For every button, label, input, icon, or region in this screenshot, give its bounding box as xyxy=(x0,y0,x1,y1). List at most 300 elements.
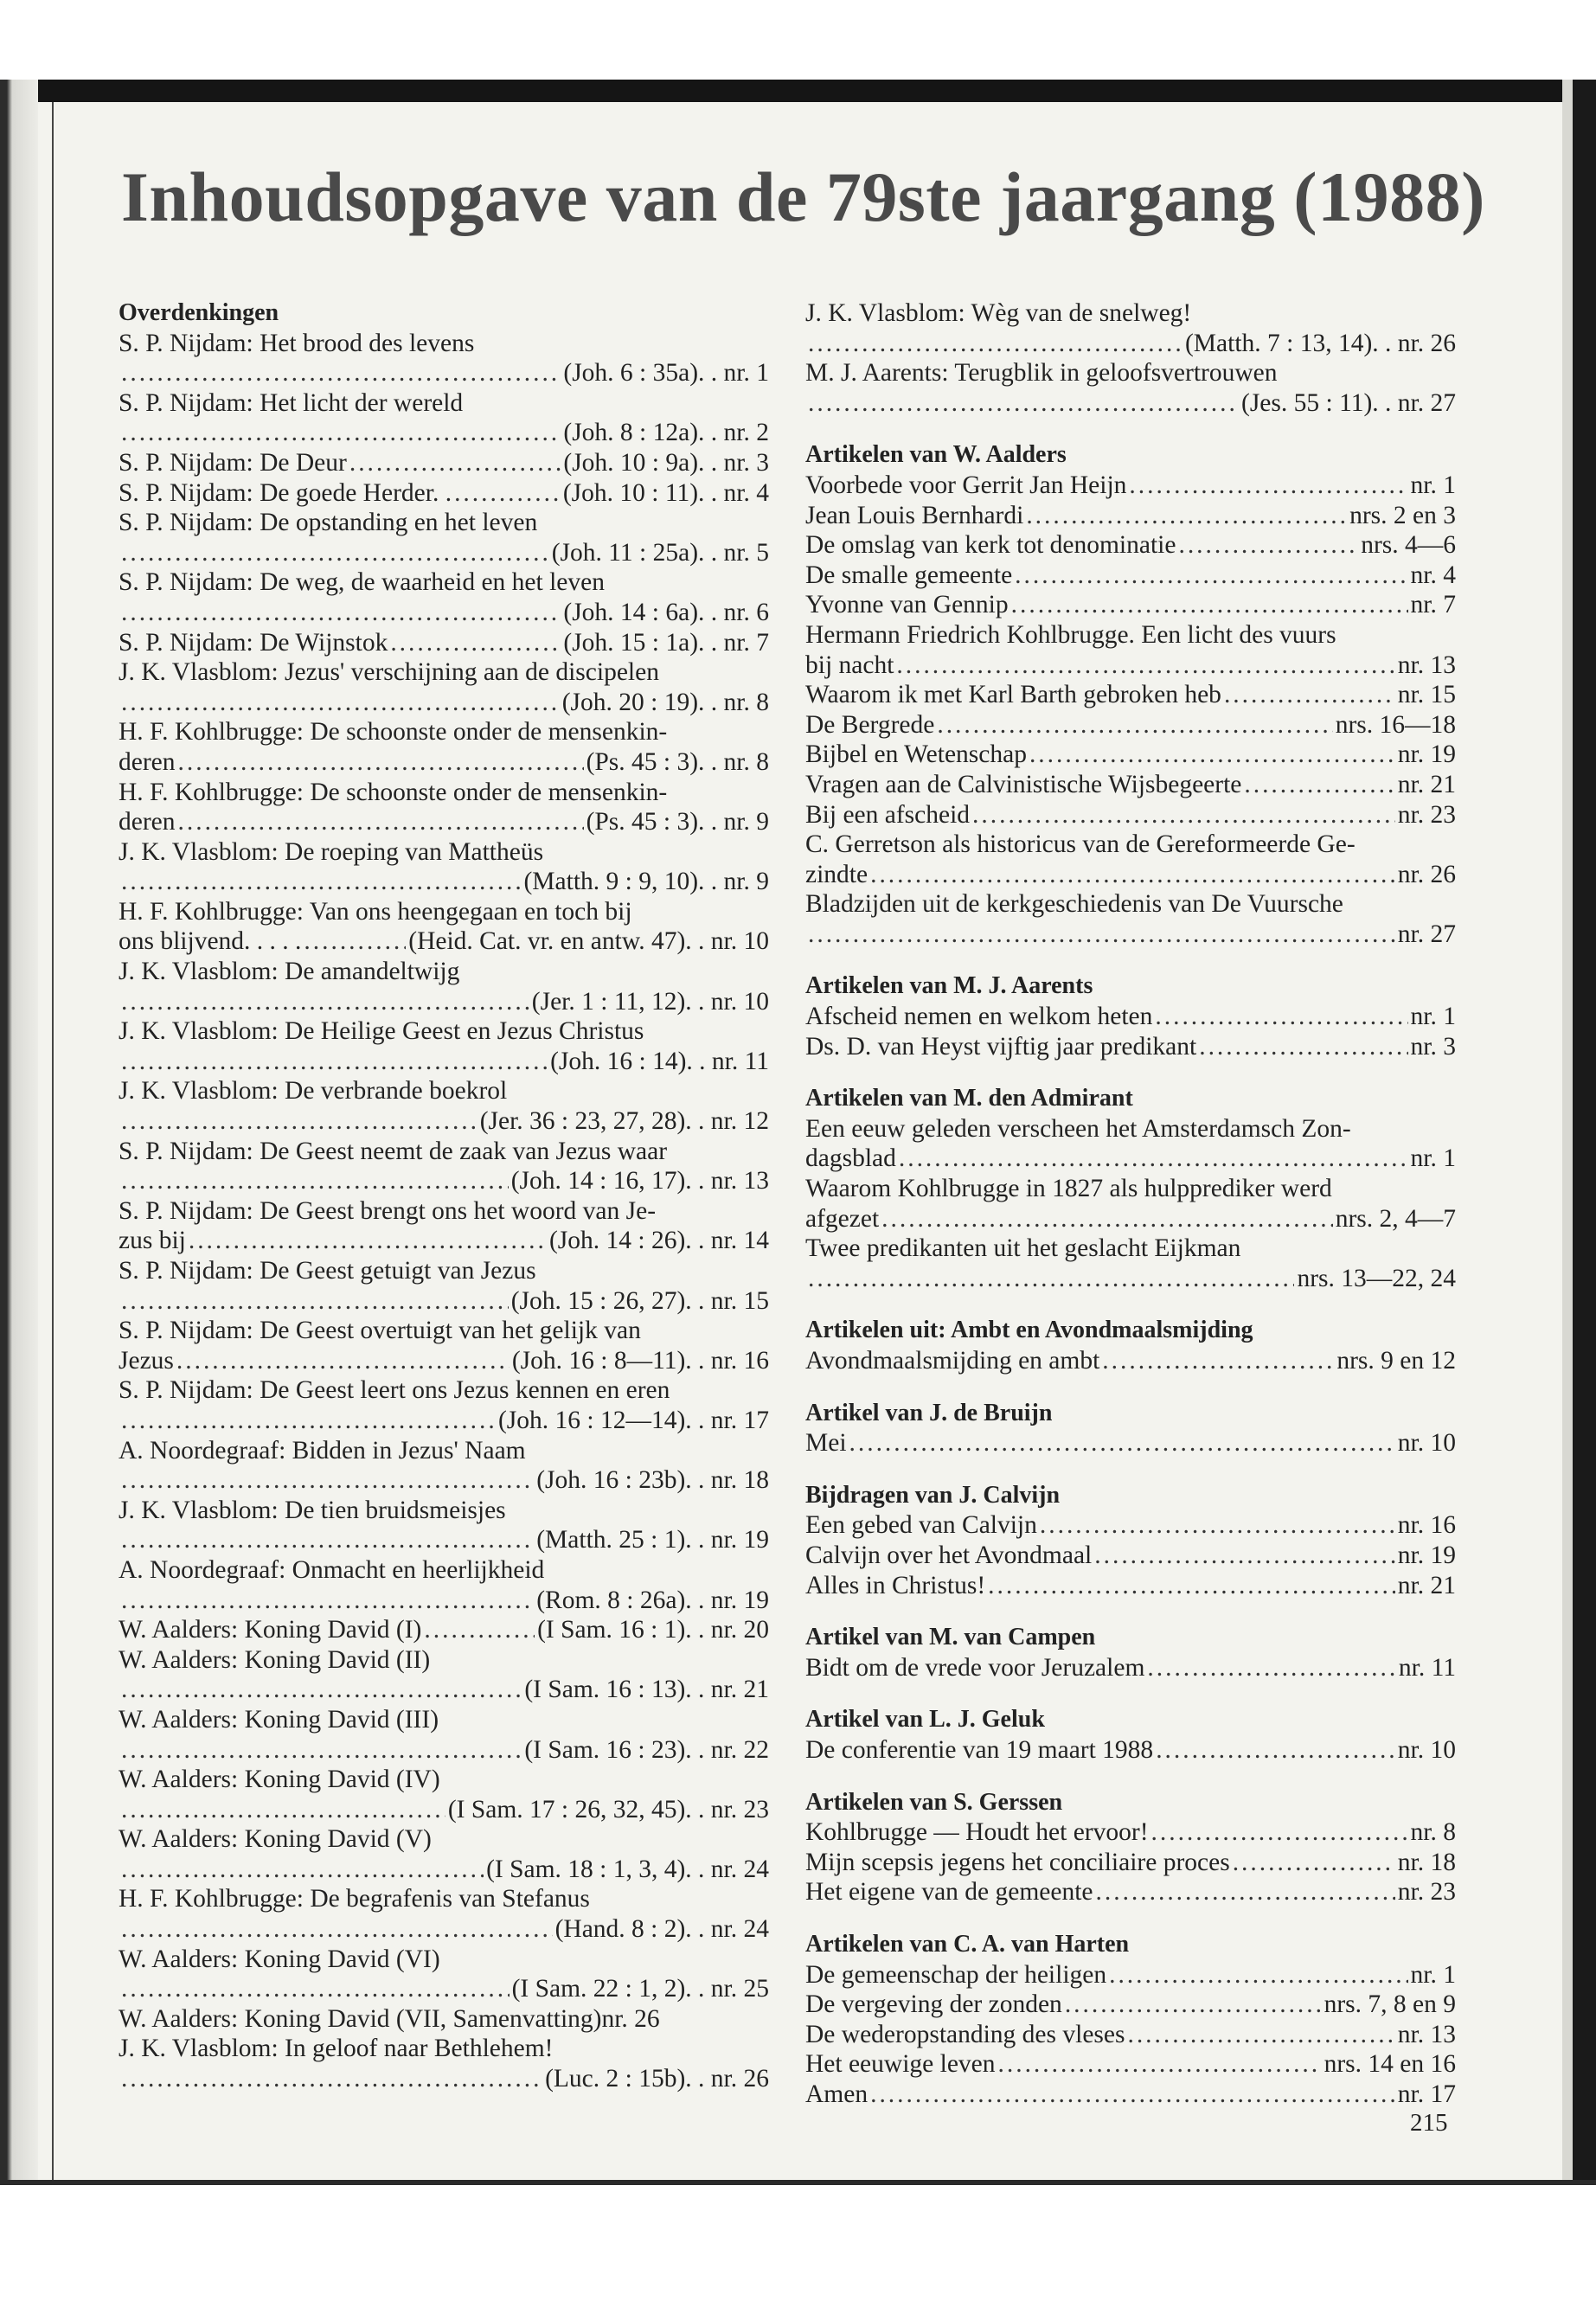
toc-entry xyxy=(119,358,769,388)
toc-entry-reference: nr. 23 xyxy=(1397,800,1456,829)
toc-entry xyxy=(119,688,769,718)
toc-entry-reference: nr. 10 xyxy=(1397,1429,1456,1458)
dot-leader xyxy=(1199,1032,1407,1062)
toc-entry-title: De vergeving der zonden xyxy=(805,1990,1062,2019)
toc-entry-reference: nr. 21 xyxy=(1397,1571,1456,1599)
section-spacer xyxy=(805,1907,1456,1930)
toc-entry xyxy=(119,1106,769,1137)
toc-entry-reference: nr. 1 xyxy=(1410,1144,1456,1173)
toc-entry xyxy=(119,1586,769,1616)
dot-leader xyxy=(121,1586,534,1616)
dot-leader xyxy=(121,1525,534,1555)
toc-entry-reference: (Matth. 7 : 13, 14). . nr. 26 xyxy=(1184,329,1456,357)
toc-entry-text: H. F. Kohlbrugge: De schoonste onder de mensenkin- xyxy=(119,778,668,806)
toc-entry-text: S. P. Nijdam: De Geest brengt ons het woord van Je- xyxy=(119,1196,657,1225)
toc-entry-reference: (Jes. 55 : 11). . nr. 27 xyxy=(1241,388,1456,417)
dot-leader xyxy=(121,1914,553,1945)
section-heading: Artikelen van M. den Admirant xyxy=(805,1085,1133,1112)
dot-leader xyxy=(1065,1990,1322,2020)
toc-entry-reference: nr. 4 xyxy=(1410,561,1456,589)
dot-leader xyxy=(1015,561,1407,591)
toc-entry-reference: (Joh. 14 : 6a). . nr. 6 xyxy=(563,598,769,626)
dot-leader xyxy=(121,418,561,448)
toc-entry-reference: nr. 10 xyxy=(1397,1735,1456,1764)
toc-entry-text: J. K. Vlasblom: De amandeltwijg xyxy=(119,958,460,986)
toc-entry-title: Amen xyxy=(805,2080,869,2108)
dot-leader xyxy=(1244,770,1394,800)
toc-entry-reference: nr. 18 xyxy=(1397,1848,1456,1876)
section-heading: Artikelen van S. Gerssen xyxy=(805,1788,1063,1816)
toc-entry-text: Waarom Kohlbrugge in 1827 als hulpprediker werd xyxy=(805,1175,1332,1203)
toc-entry-text: A. Noordegraaf: Onmacht en heerlijkheid xyxy=(119,1555,545,1584)
right-column xyxy=(805,298,1456,2109)
dot-leader xyxy=(937,710,1332,740)
dot-leader xyxy=(1224,680,1395,710)
dot-leader xyxy=(121,1795,445,1825)
toc-entry-text: M. J. Aarents: Terugblik in geloofsvertrouwen xyxy=(805,359,1278,388)
dot-leader xyxy=(1129,471,1407,501)
toc-entry-reference: nrs. 9 en 12 xyxy=(1336,1347,1456,1375)
toc-entry xyxy=(119,1226,769,1256)
toc-entry xyxy=(805,1144,1456,1174)
toc-entry xyxy=(119,1855,769,1885)
toc-entry xyxy=(805,1960,1456,1990)
toc-entry-text: Een eeuw geleden verscheen het Amsterdamsch Zon- xyxy=(805,1114,1351,1143)
toc-entry-reference: nrs. 14 en 16 xyxy=(1324,2050,1456,2079)
toc-entry-title: S. P. Nijdam: De goede Herder. . xyxy=(119,478,452,507)
toc-entry-title: De conferentie van 19 maart 1988 xyxy=(805,1735,1154,1764)
toc-entry-title: S. P. Nijdam: De Wijnstok xyxy=(119,628,388,657)
toc-entry-text: Hermann Friedrich Kohlbrugge. Een licht des vuurs xyxy=(805,620,1336,649)
toc-entry xyxy=(805,860,1456,890)
dot-leader xyxy=(121,1675,522,1705)
toc-entry xyxy=(805,1571,1456,1601)
toc-entry-reference: (Luc. 2 : 15b). . nr. 26 xyxy=(545,2065,769,2093)
toc-entry-text: J. K. Vlasblom: De verbrande boekrol xyxy=(119,1077,508,1106)
toc-entry-reference: nrs. 7, 8 en 9 xyxy=(1324,1990,1456,2019)
toc-entry-title: Vragen aan de Calvinistische Wijsbegeerte xyxy=(805,770,1242,798)
scan-bottom-margin xyxy=(0,2185,1596,2301)
toc-entry-title: Bijbel en Wetenschap xyxy=(805,740,1027,769)
dot-leader xyxy=(998,2049,1322,2080)
dot-leader xyxy=(1102,1346,1334,1376)
toc-entry-reference: (Joh. 14 : 16, 17). . nr. 13 xyxy=(510,1167,769,1195)
toc-entry-reference: nr. 13 xyxy=(1397,651,1456,679)
toc-entry xyxy=(805,1990,1456,2020)
toc-entry-reference: nr. 13 xyxy=(1397,2020,1456,2048)
toc-entry xyxy=(119,1346,769,1376)
dot-leader xyxy=(808,920,1395,950)
toc-entry-reference: (Joh. 11 : 25a). . nr. 5 xyxy=(551,538,769,567)
section-heading: Artikel van M. van Campen xyxy=(805,1624,1096,1651)
page-right-edge xyxy=(1562,80,1573,2187)
toc-entry-reference: (Matth. 9 : 9, 10). . nr. 9 xyxy=(523,868,769,896)
dot-leader xyxy=(121,688,560,718)
dot-leader xyxy=(178,807,584,837)
dot-leader xyxy=(121,1974,510,2004)
dot-leader xyxy=(1011,590,1408,620)
toc-entry xyxy=(119,867,769,897)
toc-entry-reference: (Hand. 8 : 2). . nr. 24 xyxy=(554,1915,769,1944)
toc-entry xyxy=(119,926,769,957)
toc-entry-title: De omslag van kerk tot denominatie xyxy=(805,531,1176,560)
toc-entry-reference: (Joh. 6 : 35a). . nr. 1 xyxy=(563,359,769,388)
dot-leader xyxy=(1151,1817,1408,1848)
dot-leader xyxy=(1233,1848,1395,1878)
dot-leader xyxy=(121,1286,509,1317)
toc-entry xyxy=(119,747,769,778)
dot-leader xyxy=(304,926,406,957)
dot-leader xyxy=(849,1428,1395,1458)
toc-entry-reference: nr. 21 xyxy=(1397,770,1456,798)
toc-entry-reference: nr. 19 xyxy=(1397,1541,1456,1569)
toc-entry-reference: nr. 1 xyxy=(1410,1960,1456,1989)
toc-entry-title: Alles in Christus! xyxy=(805,1571,986,1599)
toc-entry xyxy=(805,1653,1456,1683)
toc-entry-text: C. Gerretson als historicus van de Gereformeerde Ge- xyxy=(805,830,1356,859)
toc-entry-reference: nr. 27 xyxy=(1397,920,1456,948)
toc-entry-reference: nr. 23 xyxy=(1397,1878,1456,1907)
toc-entry-reference: (I Sam. 16 : 1). . nr. 20 xyxy=(537,1616,769,1644)
toc-entry-text: Twee predikanten uit het geslacht Eijkman xyxy=(805,1234,1241,1263)
section-spacer xyxy=(805,1458,1456,1481)
section-heading: Overdenkingen xyxy=(119,299,279,326)
toc-entry-reference: (Joh. 16 : 12—14). . nr. 17 xyxy=(497,1406,769,1434)
toc-entry xyxy=(805,590,1456,620)
toc-entry-reference: (I Sam. 16 : 13). . nr. 21 xyxy=(524,1676,769,1704)
toc-entry-reference: (Jer. 36 : 23, 27, 28). . nr. 12 xyxy=(479,1107,769,1136)
toc-entry-reference: nr. 11 xyxy=(1398,1653,1456,1682)
dot-leader xyxy=(121,358,561,388)
toc-entry-reference: (Joh. 8 : 12a). . nr. 2 xyxy=(563,419,769,447)
toc-entry xyxy=(805,740,1456,770)
toc-entry-title: De wederopstanding des vleses xyxy=(805,2020,1125,2048)
dot-leader xyxy=(881,1204,1333,1234)
toc-entry-title: Yvonne van Gennip xyxy=(805,591,1009,619)
toc-entry-title: Jean Louis Bernhardi xyxy=(805,501,1024,529)
toc-entry-title: Bidt om de vrede voor Jeruzalem xyxy=(805,1653,1145,1682)
dot-leader xyxy=(121,538,549,568)
dot-leader xyxy=(808,329,1183,359)
toc-entry xyxy=(805,1848,1456,1878)
toc-entry-text: H. F. Kohlbrugge: Van ons heengegaan en toch bij xyxy=(119,897,632,926)
dot-leader xyxy=(1178,530,1358,561)
toc-entry-reference: (Joh. 20 : 19). . nr. 8 xyxy=(561,688,769,716)
dot-leader xyxy=(1155,1002,1407,1032)
toc-entry xyxy=(805,388,1456,419)
toc-entry-text: S. P. Nijdam: De Geest leert ons Jezus kennen en eren xyxy=(119,1376,670,1405)
toc-entry-reference: (Ps. 45 : 3). . nr. 9 xyxy=(586,808,769,836)
toc-entry xyxy=(119,1974,769,2004)
toc-entry-text: J. K. Vlasblom: De tien bruidsmeisjes xyxy=(119,1496,506,1524)
toc-entry xyxy=(119,448,769,478)
toc-entry-title: Mei xyxy=(805,1429,847,1458)
toc-entry xyxy=(805,1346,1456,1376)
toc-entry-title: zindte xyxy=(805,860,869,888)
toc-entry xyxy=(119,1615,769,1645)
toc-entry xyxy=(119,1675,769,1705)
dot-leader xyxy=(189,1226,547,1256)
toc-entry-reference: nr. 16 xyxy=(1397,1511,1456,1540)
dot-leader xyxy=(870,860,1395,890)
toc-entry xyxy=(805,1877,1456,1907)
toc-entry-reference: (Joh. 16 : 8—11). . nr. 16 xyxy=(511,1346,769,1375)
toc-entry-text: H. F. Kohlbrugge: De begrafenis van Stefanus xyxy=(119,1885,590,1913)
dot-leader xyxy=(121,1047,548,1077)
section-spacer xyxy=(805,1766,1456,1788)
dot-leader xyxy=(178,747,584,778)
page-number: 215 xyxy=(1410,2109,1448,2137)
dot-leader xyxy=(899,1144,1408,1174)
toc-entry-reference: nr. 8 xyxy=(1410,1818,1456,1847)
dot-leader xyxy=(349,448,561,478)
gutter-line xyxy=(52,102,54,2183)
toc-entry-title: Bij een afscheid xyxy=(805,800,971,829)
toc-entry xyxy=(805,1002,1456,1032)
toc-entry-title: zus bij xyxy=(119,1227,186,1255)
page-gutter xyxy=(0,80,38,2187)
toc-entry-reference: (I Sam. 16 : 23). . nr. 22 xyxy=(524,1735,769,1764)
toc-entry-text: S. P. Nijdam: De weg, de waarheid en het leven xyxy=(119,568,605,597)
toc-entry-text: J. K. Vlasblom: Jezus' verschijning aan de discipelen xyxy=(119,658,659,687)
dot-leader xyxy=(1096,1877,1395,1907)
toc-entry-title: Kohlbrugge — Houdt het ervoor! xyxy=(805,1818,1149,1847)
toc-entry xyxy=(805,2080,1456,2110)
toc-entry-reference: (Joh. 15 : 1a). . nr. 7 xyxy=(563,628,769,657)
toc-entry xyxy=(805,329,1456,359)
toc-entry-reference: nr. 3 xyxy=(1410,1032,1456,1061)
toc-entry xyxy=(805,1817,1456,1848)
toc-entry xyxy=(119,2064,769,2094)
toc-entry-title: deren xyxy=(119,808,176,836)
toc-entry xyxy=(805,530,1456,561)
toc-entry xyxy=(805,800,1456,830)
toc-entry xyxy=(119,1047,769,1077)
scan-top-edge xyxy=(0,80,1596,102)
toc-entry-reference: nrs. 2 en 3 xyxy=(1349,501,1456,529)
toc-entry-title: dagsblad xyxy=(805,1144,896,1173)
toc-entry-title: ons blijvend. . . . . xyxy=(119,927,302,956)
toc-entry-title: Mijn scepsis jegens het conciliaire proces xyxy=(805,1848,1230,1876)
toc-entry-title: Jezus xyxy=(119,1346,174,1375)
toc-entry xyxy=(805,680,1456,710)
dot-leader xyxy=(1029,740,1395,770)
toc-entry-title: Het eigene van de gemeente xyxy=(805,1878,1093,1907)
toc-entry-title: Voorbede voor Gerrit Jan Heijn xyxy=(805,471,1127,499)
toc-entry xyxy=(805,1264,1456,1294)
toc-entry-text: H. F. Kohlbrugge: De schoonste onder de mensenkin- xyxy=(119,718,668,747)
toc-entry-reference: nr. 1 xyxy=(1410,471,1456,499)
toc-entry-text: J. K. Vlasblom: In geloof naar Bethlehem! xyxy=(119,2035,554,2063)
toc-entry xyxy=(119,1525,769,1555)
toc-entry-text: W. Aalders: Koning David (II) xyxy=(119,1645,431,1674)
section-spacer xyxy=(805,949,1456,971)
section-spacer xyxy=(805,1376,1456,1399)
toc-entry-reference: nr. 17 xyxy=(1397,2080,1456,2108)
section-heading: Artikelen van C. A. van Harten xyxy=(805,1930,1130,1958)
toc-entry-title: De gemeenschap der heiligen xyxy=(805,1960,1107,1989)
dot-leader xyxy=(121,1735,522,1766)
dot-leader xyxy=(121,2064,542,2094)
toc-entry-title: De smalle gemeente xyxy=(805,561,1013,589)
dot-leader xyxy=(121,1465,534,1496)
toc-entry-title: bij nacht xyxy=(805,651,894,679)
toc-entry xyxy=(119,538,769,568)
toc-entry xyxy=(119,598,769,628)
toc-entry-text: A. Noordegraaf: Bidden in Jezus' Naam xyxy=(119,1436,526,1465)
dot-leader xyxy=(424,1615,535,1645)
toc-entry-reference: (Heid. Cat. vr. en antw. 47). . nr. 10 xyxy=(408,927,769,956)
dot-leader xyxy=(808,388,1239,419)
toc-entry xyxy=(805,1541,1456,1571)
toc-entry-reference: nr. 1 xyxy=(1410,1003,1456,1031)
scan-top-margin xyxy=(0,0,1596,80)
dot-leader xyxy=(121,1166,509,1196)
scan-right-edge xyxy=(1573,80,1596,2187)
toc-entry-reference: (I Sam. 17 : 26, 32, 45). . nr. 23 xyxy=(447,1795,769,1823)
toc-entry-text: W. Aalders: Koning David (IV) xyxy=(119,1766,440,1794)
dot-leader xyxy=(896,651,1394,681)
toc-entry-text: S. P. Nijdam: Het brood des levens xyxy=(119,329,475,357)
toc-entry xyxy=(119,1166,769,1196)
section-heading: Artikelen uit: Ambt en Avondmaalsmijding xyxy=(805,1317,1253,1344)
toc-entry-title: Een gebed van Calvijn xyxy=(805,1511,1037,1540)
section-heading: Artikel van J. de Bruijn xyxy=(805,1399,1053,1426)
toc-entry-reference: (Joh. 10 : 9a). . nr. 3 xyxy=(563,448,769,477)
toc-entry-text: J. K. Vlasblom: De Heilige Geest en Jezus Christus xyxy=(119,1017,644,1046)
toc-entry xyxy=(805,1735,1456,1766)
toc-entry-reference: nr. 26 xyxy=(1397,860,1456,888)
toc-entry-title: Avondmaalsmijding en ambt xyxy=(805,1347,1100,1375)
dot-leader xyxy=(1147,1653,1396,1683)
toc-entry-reference: nr. 19 xyxy=(1397,740,1456,769)
toc-entry-text: W. Aalders: Koning David (V) xyxy=(119,1825,432,1854)
toc-entry-reference: nr. 15 xyxy=(1397,681,1456,709)
toc-entry xyxy=(805,2020,1456,2050)
toc-entry-reference: nrs. 4—6 xyxy=(1361,531,1456,560)
toc-entry-text: S. P. Nijdam: Het licht der wereld xyxy=(119,388,464,417)
section-spacer xyxy=(805,1682,1456,1705)
section-spacer xyxy=(805,1061,1456,1084)
toc-entry-text: J. K. Vlasblom: De roeping van Mattheüs xyxy=(119,837,544,866)
toc-entry-text: S. P. Nijdam: De Geest getuigt van Jezus xyxy=(119,1257,536,1285)
toc-entry-title: afgezet xyxy=(805,1204,880,1233)
toc-entry-text: Bladzijden uit de kerkgeschiedenis van De Vuursche xyxy=(805,890,1343,919)
toc-entry-title: Het eeuwige leven xyxy=(805,2050,996,2079)
toc-entry-text: S. P. Nijdam: De Geest overtuigt van het gelijk van xyxy=(119,1317,641,1345)
toc-entry xyxy=(119,1795,769,1825)
dot-leader xyxy=(121,1106,478,1137)
toc-entry-title: Calvijn over het Avondmaal xyxy=(805,1541,1093,1569)
dot-leader xyxy=(1094,1541,1395,1571)
toc-entry-reference: (Joh. 16 : 23b). . nr. 18 xyxy=(536,1466,769,1495)
toc-entry-text: W. Aalders: Koning David (VII, Samenvatting)nr. 26 xyxy=(119,2004,660,2033)
toc-entry-text: W. Aalders: Koning David (VI) xyxy=(119,1945,440,1973)
dot-leader xyxy=(176,1346,510,1376)
toc-entry-reference: (Joh. 14 : 26). . nr. 14 xyxy=(548,1227,769,1255)
toc-entry xyxy=(805,770,1456,800)
toc-entry xyxy=(805,2049,1456,2080)
toc-entry-title: deren xyxy=(119,747,176,776)
dot-leader xyxy=(121,1855,484,1885)
toc-entry-reference: (Ps. 45 : 3). . nr. 8 xyxy=(586,747,769,776)
toc-entry xyxy=(805,1428,1456,1458)
toc-entry xyxy=(119,1406,769,1436)
toc-entry-reference: (Jer. 1 : 11, 12). . nr. 10 xyxy=(531,987,769,1016)
toc-entry-text: W. Aalders: Koning David (III) xyxy=(119,1705,439,1734)
toc-entry-reference: (Joh. 16 : 14). . nr. 11 xyxy=(550,1047,769,1075)
dot-leader xyxy=(972,800,1395,830)
toc-entry xyxy=(805,471,1456,501)
dot-leader xyxy=(1026,501,1347,531)
dot-leader xyxy=(121,867,521,897)
toc-entry xyxy=(805,920,1456,950)
toc-entry-reference: (I Sam. 18 : 1, 3, 4). . nr. 24 xyxy=(486,1855,769,1883)
dot-leader xyxy=(988,1571,1395,1601)
section-spacer xyxy=(805,1600,1456,1623)
toc-entry xyxy=(119,1735,769,1766)
toc-entry xyxy=(805,1032,1456,1062)
section-heading: Bijdragen van J. Calvijn xyxy=(805,1481,1061,1509)
dot-leader xyxy=(121,1406,496,1436)
toc-entry-reference: (Joh. 10 : 11). . nr. 4 xyxy=(562,478,769,507)
toc-entry xyxy=(119,478,769,509)
toc-entry xyxy=(805,501,1456,531)
left-column xyxy=(119,298,769,2094)
toc-entry-title: Afscheid nemen en welkom heten xyxy=(805,1003,1153,1031)
toc-entry xyxy=(119,628,769,658)
section-heading: Artikel van L. J. Geluk xyxy=(805,1706,1045,1734)
toc-entry-title: De Bergrede xyxy=(805,710,935,739)
dot-leader xyxy=(1040,1510,1395,1541)
toc-entry-text: J. K. Vlasblom: Wèg van de snelweg! xyxy=(805,299,1192,327)
toc-entry-title: S. P. Nijdam: De Deur xyxy=(119,448,347,477)
toc-entry xyxy=(119,1465,769,1496)
dot-leader xyxy=(870,2080,1395,2110)
toc-entry xyxy=(805,561,1456,591)
toc-entry-reference: (Joh. 15 : 26, 27). . nr. 15 xyxy=(510,1286,769,1315)
toc-entry-text: S. P. Nijdam: De Geest neemt de zaak van Jezus waar xyxy=(119,1137,668,1165)
dot-leader xyxy=(1127,2020,1394,2050)
section-spacer xyxy=(805,1293,1456,1316)
toc-entry xyxy=(805,710,1456,740)
toc-entry xyxy=(805,1510,1456,1541)
toc-entry xyxy=(119,1914,769,1945)
toc-entry xyxy=(119,418,769,448)
toc-entry-title: W. Aalders: Koning David (I) xyxy=(119,1616,422,1644)
toc-entry-reference: (Matth. 25 : 1). . nr. 19 xyxy=(536,1526,769,1554)
toc-entry-reference: (I Sam. 22 : 1, 2). . nr. 25 xyxy=(511,1975,769,2003)
toc-entry xyxy=(805,651,1456,681)
toc-entry-reference: nrs. 16—18 xyxy=(1335,710,1456,739)
toc-entry-reference: nrs. 2, 4—7 xyxy=(1335,1204,1456,1233)
toc-entry xyxy=(119,807,769,837)
dot-leader xyxy=(121,987,529,1017)
toc-entry-reference: (Rom. 8 : 26a). . nr. 19 xyxy=(536,1586,769,1614)
toc-entry-title: Waarom ik met Karl Barth gebroken heb xyxy=(805,681,1221,709)
toc-entry-text: S. P. Nijdam: De opstanding en het leven xyxy=(119,509,538,537)
dot-leader xyxy=(390,628,561,658)
toc-entry xyxy=(805,1204,1456,1234)
section-spacer xyxy=(805,418,1456,440)
toc-entry-title: Ds. D. van Heyst vijftig jaar predikant xyxy=(805,1032,1197,1061)
toc-entry-reference: nr. 7 xyxy=(1410,591,1456,619)
dot-leader xyxy=(454,478,561,509)
dot-leader xyxy=(808,1264,1294,1294)
toc-entry xyxy=(119,1286,769,1317)
page-title: Inhoudsopgave van de 79ste jaargang (1988) xyxy=(121,157,1485,236)
dot-leader xyxy=(121,598,561,628)
